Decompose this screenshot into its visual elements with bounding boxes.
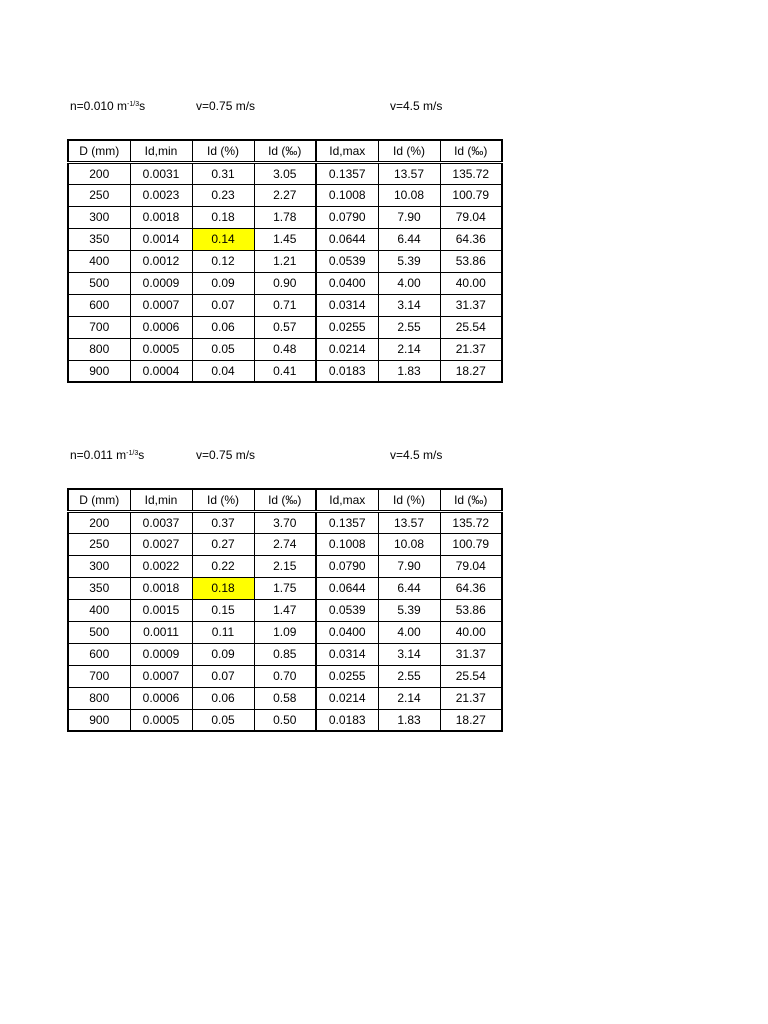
column-header: D (mm) [68, 489, 130, 511]
table-cell: 4.00 [378, 621, 440, 643]
table-row [68, 599, 502, 621]
table-cell: 0.06 [192, 687, 254, 709]
table-cell: 0.0790 [316, 555, 378, 577]
table-cell: 300 [68, 555, 130, 577]
table-cell: 21.37 [440, 687, 502, 709]
table-cell: 350 [68, 577, 130, 599]
table-cell: 0.0539 [316, 250, 378, 272]
table-cell: 0.07 [192, 665, 254, 687]
table-cell: 200 [68, 511, 130, 533]
table-cell: 0.41 [254, 360, 316, 382]
table-cell: 0.0011 [130, 621, 192, 643]
table-cell: 0.0037 [130, 511, 192, 533]
column-header: Id (%) [378, 140, 440, 162]
table-cell: 3.70 [254, 511, 316, 533]
table-cell: 0.22 [192, 555, 254, 577]
column-header: Id,max [316, 489, 378, 511]
table-cell: 0.0255 [316, 665, 378, 687]
table-cell: 0.27 [192, 533, 254, 555]
table-cell: 2.15 [254, 555, 316, 577]
table-cell: 0.0006 [130, 316, 192, 338]
table-cell: 0.0183 [316, 709, 378, 731]
table-cell: 0.0314 [316, 294, 378, 316]
table-cell: 0.0006 [130, 687, 192, 709]
section-2-slope-table [67, 488, 503, 732]
table-cell: 0.37 [192, 511, 254, 533]
table-cell: 0.85 [254, 643, 316, 665]
table-row [68, 665, 502, 687]
table-cell: 5.39 [378, 250, 440, 272]
table-cell: 0.09 [192, 643, 254, 665]
table-row [68, 511, 502, 533]
table-cell: 500 [68, 621, 130, 643]
table-cell: 0.18 [192, 206, 254, 228]
table-cell: 0.0007 [130, 294, 192, 316]
table-cell: 0.04 [192, 360, 254, 382]
table-cell: 100.79 [440, 184, 502, 206]
table-cell: 0.0023 [130, 184, 192, 206]
table-cell: 350 [68, 228, 130, 250]
section-1-roughness-prefix: n=0.010 m [70, 99, 128, 113]
table-cell: 0.0790 [316, 206, 378, 228]
table-row [68, 184, 502, 206]
table-cell: 3.14 [378, 294, 440, 316]
section-2-roughness-suffix: s [138, 448, 145, 462]
table-cell: 79.04 [440, 555, 502, 577]
table-cell: 0.07 [192, 294, 254, 316]
table-cell: 18.27 [440, 360, 502, 382]
table-cell: 0.50 [254, 709, 316, 731]
section-1-velocity-min-label: v=0.75 m/s [196, 99, 256, 113]
table-cell: 0.0012 [130, 250, 192, 272]
table-cell: 0.1008 [316, 533, 378, 555]
table-cell: 2.55 [378, 665, 440, 687]
table-row [68, 316, 502, 338]
table-cell: 0.0005 [130, 709, 192, 731]
table-cell: 0.0183 [316, 360, 378, 382]
table-cell: 1.78 [254, 206, 316, 228]
column-header: D (mm) [68, 140, 130, 162]
table-cell: 0.05 [192, 709, 254, 731]
table-row [68, 250, 502, 272]
table-cell: 53.86 [440, 599, 502, 621]
table-cell: 25.54 [440, 316, 502, 338]
table-row [68, 555, 502, 577]
table-cell: 1.21 [254, 250, 316, 272]
table-row [68, 338, 502, 360]
table-cell: 0.12 [192, 250, 254, 272]
table-cell: 0.0007 [130, 665, 192, 687]
table-cell: 800 [68, 338, 130, 360]
column-header: Id (‰) [440, 489, 502, 511]
table-header-row [68, 140, 502, 162]
section-1-roughness-label [70, 99, 145, 113]
column-header: Id,min [130, 489, 192, 511]
table-cell: 0.70 [254, 665, 316, 687]
table-cell: 4.00 [378, 272, 440, 294]
table-cell: 600 [68, 643, 130, 665]
table-cell: 0.0314 [316, 643, 378, 665]
table-cell: 700 [68, 665, 130, 687]
table-cell: 0.0014 [130, 228, 192, 250]
table-cell: 200 [68, 162, 130, 184]
table-cell: 2.27 [254, 184, 316, 206]
table-header-row [68, 489, 502, 511]
table-row [68, 577, 502, 599]
column-header: Id (%) [378, 489, 440, 511]
table-cell: 0.0644 [316, 228, 378, 250]
table-cell: 0.0214 [316, 687, 378, 709]
table-cell: 1.47 [254, 599, 316, 621]
table-cell: 40.00 [440, 621, 502, 643]
column-header: Id,max [316, 140, 378, 162]
table-cell: 2.14 [378, 338, 440, 360]
table-cell: 0.0009 [130, 643, 192, 665]
table-cell: 0.1008 [316, 184, 378, 206]
table-cell: 135.72 [440, 511, 502, 533]
table-cell: 0.90 [254, 272, 316, 294]
table-cell: 31.37 [440, 294, 502, 316]
table-cell: 31.37 [440, 643, 502, 665]
table-cell: 0.0539 [316, 599, 378, 621]
table-cell: 0.0009 [130, 272, 192, 294]
table-cell: 79.04 [440, 206, 502, 228]
table-cell: 0.58 [254, 687, 316, 709]
table-row [68, 206, 502, 228]
section-1-velocity-max-label: v=4.5 m/s [390, 99, 443, 113]
table-cell: 0.31 [192, 162, 254, 184]
table-cell: 0.15 [192, 599, 254, 621]
table-cell: 3.05 [254, 162, 316, 184]
section-2-velocity-min-label: v=0.75 m/s [196, 448, 256, 462]
table-cell: 0.0022 [130, 555, 192, 577]
table-cell: 40.00 [440, 272, 502, 294]
table-cell: 13.57 [378, 511, 440, 533]
table-cell: 0.0018 [130, 577, 192, 599]
table-cell: 0.1357 [316, 511, 378, 533]
table-cell: 0.71 [254, 294, 316, 316]
section-1-slope-table [67, 139, 503, 383]
section-1-roughness-exponent: -1/3 [127, 101, 140, 108]
table-cell: 0.0400 [316, 621, 378, 643]
table-cell: 600 [68, 294, 130, 316]
table-cell: 5.39 [378, 599, 440, 621]
section-1-roughness-suffix: s [139, 99, 146, 113]
table-cell: 900 [68, 709, 130, 731]
table-row [68, 621, 502, 643]
table-row [68, 272, 502, 294]
table-cell: 0.57 [254, 316, 316, 338]
table-cell: 2.55 [378, 316, 440, 338]
table-cell: 300 [68, 206, 130, 228]
table-cell: 250 [68, 184, 130, 206]
table-cell: 7.90 [378, 206, 440, 228]
table-cell: 0.0027 [130, 533, 192, 555]
table-cell: 0.0400 [316, 272, 378, 294]
column-header: Id (‰) [254, 140, 316, 162]
table-cell: 0.0004 [130, 360, 192, 382]
table-cell: 0.11 [192, 621, 254, 643]
table-cell: 700 [68, 316, 130, 338]
table-cell: 3.14 [378, 643, 440, 665]
table-cell: 1.83 [378, 709, 440, 731]
table-row [68, 162, 502, 184]
table-cell: 6.44 [378, 228, 440, 250]
column-header: Id (‰) [254, 489, 316, 511]
table-cell: 0.0031 [130, 162, 192, 184]
table-cell: 10.08 [378, 184, 440, 206]
table-cell: 0.09 [192, 272, 254, 294]
table-cell: 100.79 [440, 533, 502, 555]
section-2-roughness-prefix: n=0.011 m [70, 448, 127, 462]
table-cell: 10.08 [378, 533, 440, 555]
table-cell: 2.74 [254, 533, 316, 555]
table-row [68, 533, 502, 555]
table-cell: 53.86 [440, 250, 502, 272]
table-row [68, 709, 502, 731]
table-cell: 6.44 [378, 577, 440, 599]
section-2-roughness-label [70, 448, 144, 462]
table-cell: 1.75 [254, 577, 316, 599]
section-2-roughness-exponent: -1/3 [126, 450, 139, 457]
column-header: Id (%) [192, 140, 254, 162]
table-cell: 0.0214 [316, 338, 378, 360]
table-cell: 7.90 [378, 555, 440, 577]
table-cell: 0.05 [192, 338, 254, 360]
table-cell: 0.0644 [316, 577, 378, 599]
table-row [68, 228, 502, 250]
table-cell: 0.0018 [130, 206, 192, 228]
highlighted-cell: 0.14 [192, 228, 254, 250]
column-header: Id (%) [192, 489, 254, 511]
table-cell: 0.0005 [130, 338, 192, 360]
table-cell: 21.37 [440, 338, 502, 360]
table-cell: 0.0255 [316, 316, 378, 338]
table-cell: 250 [68, 533, 130, 555]
table-cell: 1.09 [254, 621, 316, 643]
table-row [68, 360, 502, 382]
table-row [68, 687, 502, 709]
table-cell: 1.45 [254, 228, 316, 250]
table-cell: 0.48 [254, 338, 316, 360]
table-cell: 1.83 [378, 360, 440, 382]
table-cell: 18.27 [440, 709, 502, 731]
table-cell: 13.57 [378, 162, 440, 184]
table-cell: 25.54 [440, 665, 502, 687]
table-cell: 0.06 [192, 316, 254, 338]
table-cell: 0.0015 [130, 599, 192, 621]
table-cell: 64.36 [440, 228, 502, 250]
table-cell: 2.14 [378, 687, 440, 709]
table-cell: 0.1357 [316, 162, 378, 184]
table-row [68, 643, 502, 665]
table-cell: 900 [68, 360, 130, 382]
table-cell: 135.72 [440, 162, 502, 184]
table-cell: 400 [68, 599, 130, 621]
table-row [68, 294, 502, 316]
highlighted-cell: 0.18 [192, 577, 254, 599]
table-cell: 64.36 [440, 577, 502, 599]
table-cell: 0.23 [192, 184, 254, 206]
table-cell: 800 [68, 687, 130, 709]
table-cell: 400 [68, 250, 130, 272]
table-cell: 500 [68, 272, 130, 294]
section-2-velocity-max-label: v=4.5 m/s [390, 448, 443, 462]
column-header: Id (‰) [440, 140, 502, 162]
column-header: Id,min [130, 140, 192, 162]
